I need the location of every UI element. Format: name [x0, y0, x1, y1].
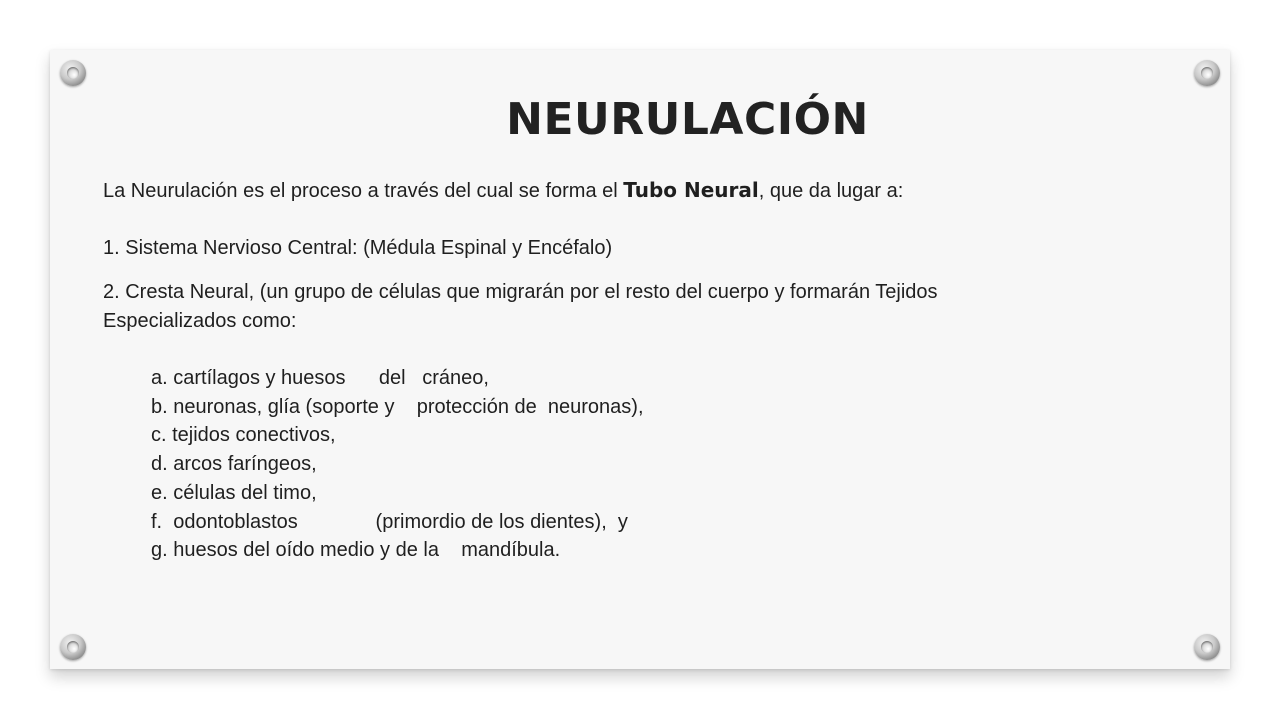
slide-title: NEURULACIÓN [506, 94, 869, 145]
grommet-bottom-left-icon [60, 634, 86, 660]
sub-list-item-a: a. cartílagos y huesos del cráneo, [151, 367, 489, 389]
sub-list-item-d: d. arcos faríngeos, [151, 453, 317, 476]
grommet-bottom-right-icon [1194, 634, 1220, 660]
sub-list-item-e: e. células del timo, [151, 481, 317, 504]
sub-list [151, 364, 644, 565]
grommet-top-left-icon [60, 60, 86, 86]
sub-list-item-g: g. huesos del oído medio y de la mandíbula. [151, 539, 561, 562]
list-item-1: 1. Sistema Nervioso Central: (Médula Espinal y Encéfalo) [103, 237, 613, 259]
grommet-top-right-icon [1194, 60, 1220, 86]
intro-bold-term: Tubo Neural [623, 178, 759, 202]
list-item-2: 2. Cresta Neural, (un grupo de células que migrarán por el resto del cuerpo y formarán Tejidos Especializados como: [103, 281, 938, 332]
sub-list-item-f: f. odontoblastos (primordio de los dientes), y [151, 510, 628, 533]
intro-paragraph [103, 176, 903, 206]
sub-list-item-c: c. tejidos conectivos, [151, 424, 336, 447]
intro-text-start: La Neurulación es el proceso a través del cual se forma el [103, 180, 624, 202]
sub-list-item-b: b. neuronas, glía (soporte y protección de neuronas), [151, 395, 644, 418]
intro-text-end: , que da lugar a: [758, 180, 904, 202]
